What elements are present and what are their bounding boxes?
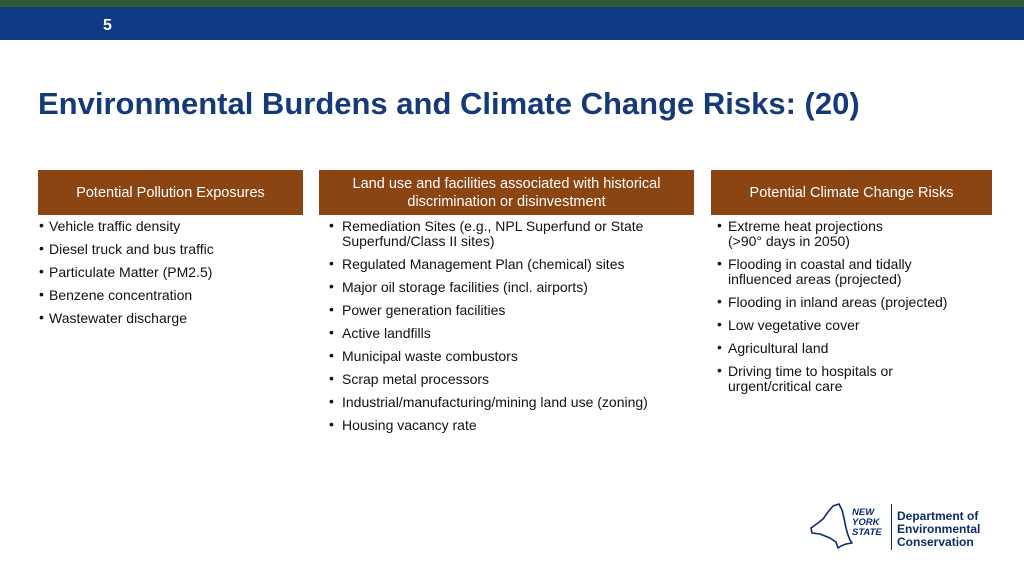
dec-wordmark: Department of Environmental Conservation (897, 509, 981, 549)
logo-divider (891, 504, 892, 550)
pollution-exposures-list (38, 219, 303, 334)
new-york-state-map-icon (808, 502, 854, 550)
list-item: • Housing vacancy rate (329, 418, 694, 433)
list-item: • Driving time to hospitals or urgent/critical care (717, 364, 992, 394)
list-item: • Flooding in inland areas (projected) (717, 295, 992, 310)
list-item: • Wastewater discharge (38, 311, 303, 326)
slide-number: 5 (103, 17, 112, 34)
slide-title: Environmental Burdens and Climate Change Risks: (20) (38, 86, 860, 121)
nys-dec-logo (808, 502, 988, 552)
nys-wordmark: NEW YORK STATE (852, 507, 882, 538)
land-use-facilities-list (329, 219, 694, 441)
header-land-use-facilities (319, 170, 694, 215)
list-item: • Major oil storage facilities (incl. airports) (329, 280, 694, 295)
list-item: • Benzene concentration (38, 288, 303, 303)
list-item: • Diesel truck and bus traffic (38, 242, 303, 257)
header-text: Potential Pollution Exposures (76, 184, 265, 201)
top-accent-stripe (0, 0, 1024, 7)
header-text-line: discrimination or disinvestment (407, 193, 606, 210)
list-item: • Power generation facilities (329, 303, 694, 318)
header-text: Potential Climate Change Risks (749, 184, 954, 201)
header-pollution-exposures (38, 170, 303, 215)
list-item: • Agricultural land (717, 341, 992, 356)
list-item: • Flooding in coastal and tidally influenced areas (projected) (717, 257, 992, 287)
list-item: • Low vegetative cover (717, 318, 992, 333)
header-text-line: Land use and facilities associated with historical (352, 175, 661, 192)
list-item: • Extreme heat projections (>90° days in 2050) (717, 219, 992, 249)
list-item: • Regulated Management Plan (chemical) sites (329, 257, 694, 272)
list-item: • Vehicle traffic density (38, 219, 303, 234)
list-item: • Remediation Sites (e.g., NPL Superfund or State Superfund/Class II sites) (329, 219, 694, 249)
list-item: • Scrap metal processors (329, 372, 694, 387)
list-item: • Particulate Matter (PM2.5) (38, 265, 303, 280)
header-bar (0, 7, 1024, 40)
list-item: • Municipal waste combustors (329, 349, 694, 364)
list-item: • Active landfills (329, 326, 694, 341)
list-item: • Industrial/manufacturing/mining land use (zoning) (329, 395, 694, 410)
climate-change-risks-list (717, 219, 992, 402)
header-climate-change-risks (711, 170, 992, 215)
